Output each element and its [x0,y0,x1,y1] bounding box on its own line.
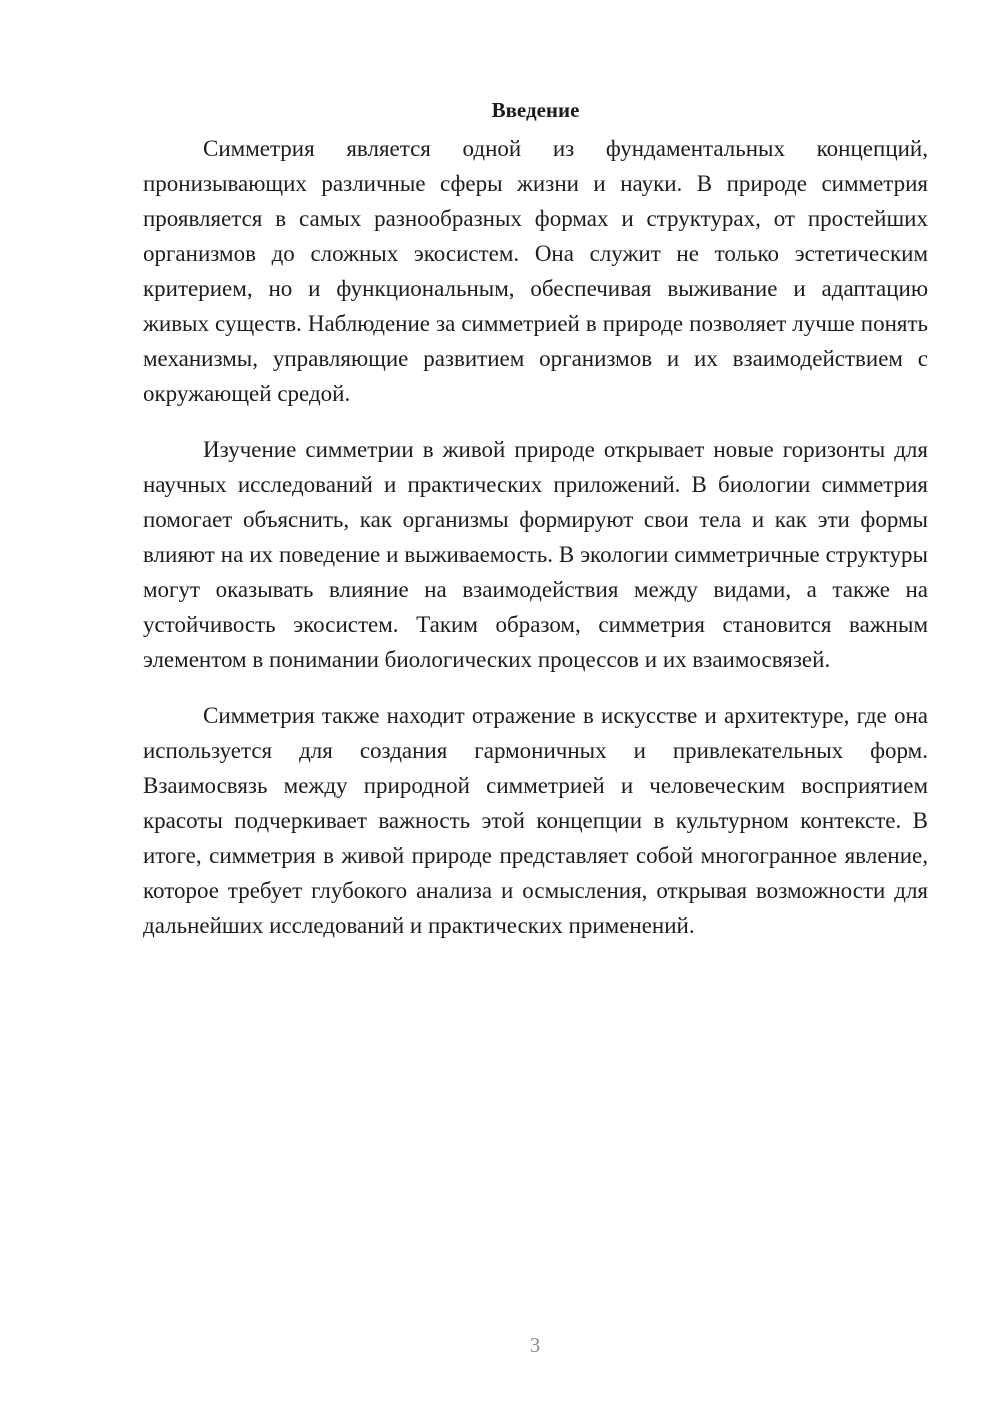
page-body [143,90,928,943]
paragraph-1: Симметрия является одной из фундаментальных концепций, пронизывающих различные сферы жизни и науки. В природе симметрия проявляется в самых разнообразных формах и структурах, от простейших организмов до сложных экосистем. Она служит не только эстетическим критерием, но и функциональным, обеспечивая выживание и адаптацию живых существ. Наблюдение за симметрией в природе позволяет лучше понять механизмы, управляющие развитием организмов и их взаимодействием с окружающей средой. [143,136,928,406]
section-heading: Введение [491,98,580,122]
paragraph-2: Изучение симметрии в живой природе открывает новые горизонты для научных исследований и практических приложений. В биологии симметрия помогает объяснить, как организмы формируют свои тела и как эти формы влияют на их поведение и выживаемость. В экологии симметричные структуры могут оказывать влияние на взаимодействия между видами, а также на устойчивость экосистем. Таким образом, симметрия становится важным элементом в понимании биологических процессов и их взаимосвязей. [143,437,928,672]
paragraph-3: Симметрия также находит отражение в искусстве и архитектуре, где она используется для создания гармоничных и привлекательных форм. Взаимосвязь между природной симметрией и человеческим восприятием красоты подчеркивает важность этой концепции в культурном контексте. В итоге, симметрия в живой природе представляет собой многогранное явление, которое требует глубокого анализа и осмысления, открывая возможности для дальнейших исследований и практических применений. [143,703,928,938]
page-number: 3 [529,1333,541,1357]
